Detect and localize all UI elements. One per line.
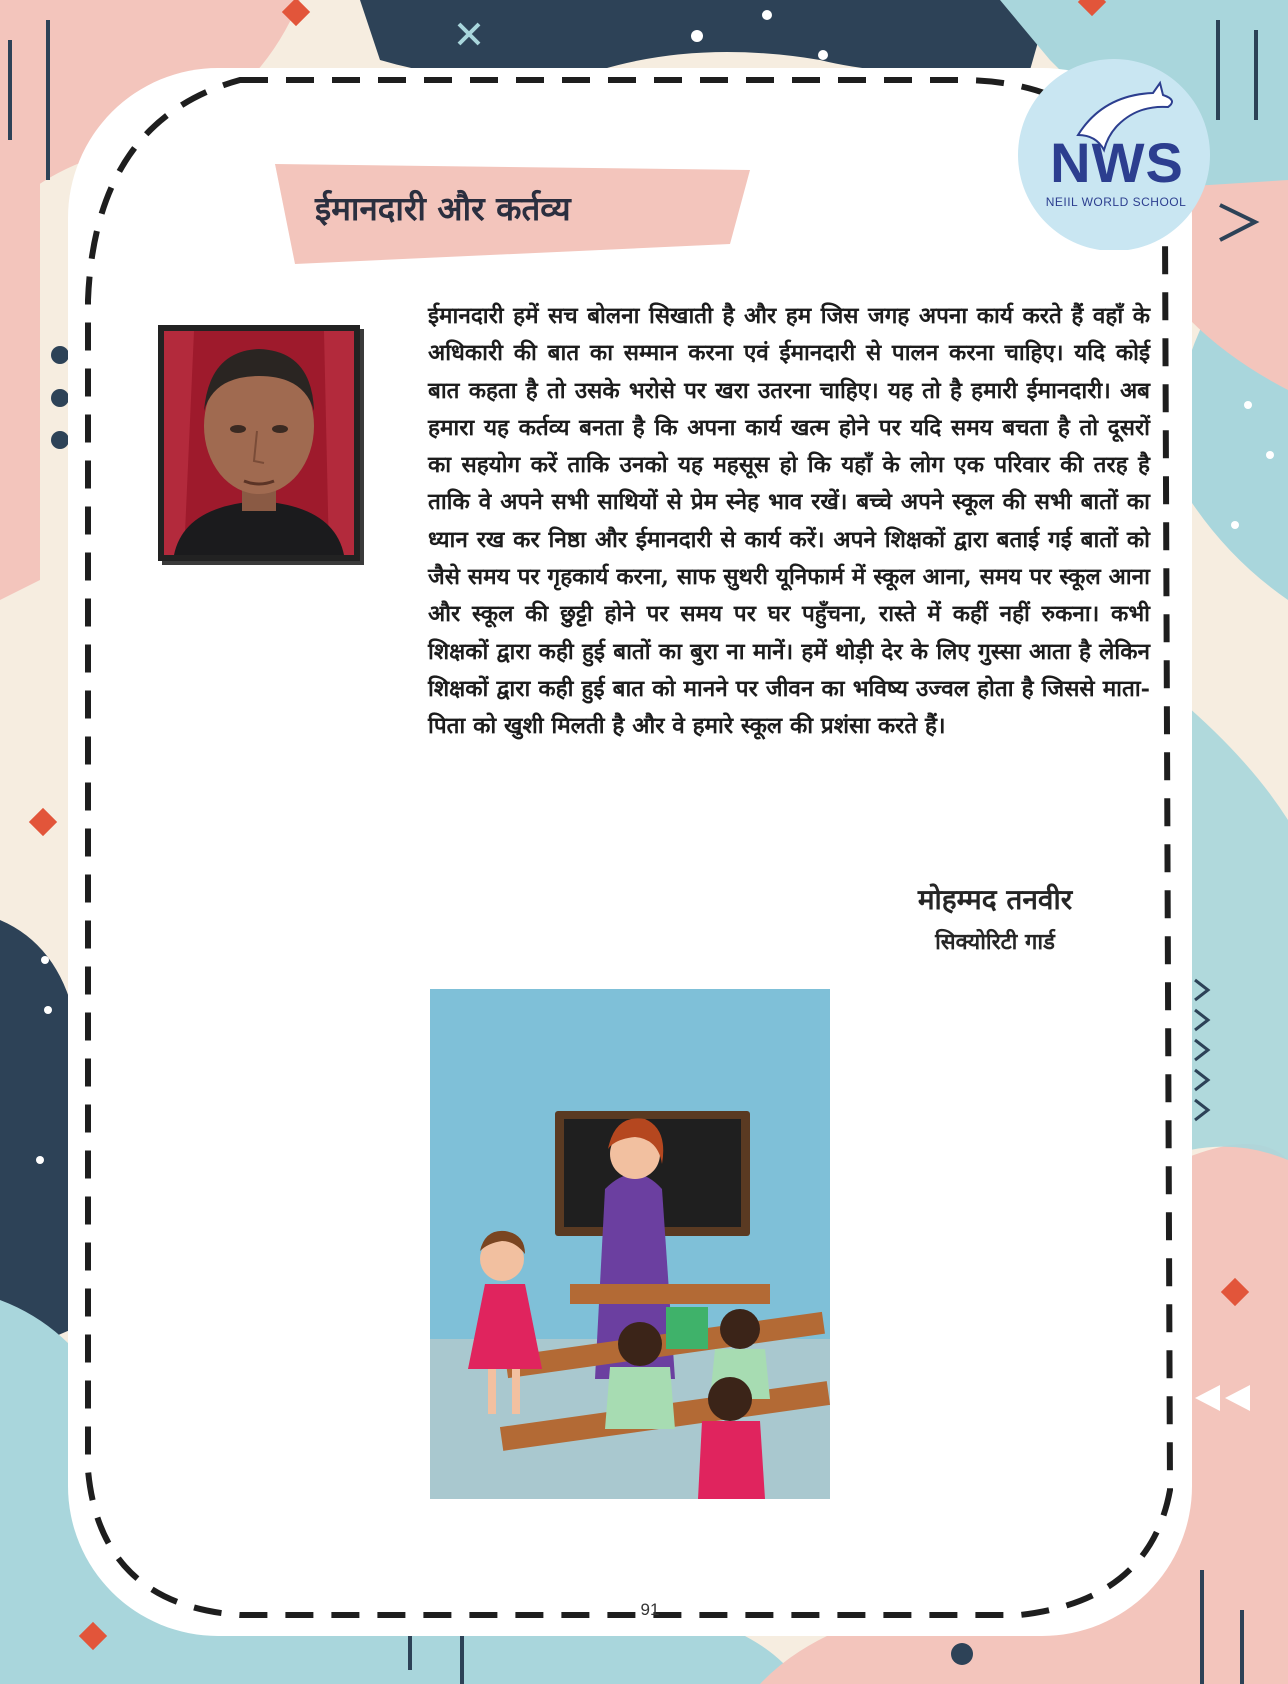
classroom-illustration (430, 989, 830, 1499)
page-number: 91 (640, 1600, 660, 1619)
author-photo (158, 325, 360, 561)
portrait-image (164, 331, 354, 555)
author-role: सिक्योरिटी गार्ड (935, 929, 1055, 955)
logo-text: NWS (1050, 131, 1184, 194)
author-name: मोहम्मद तनवीर (917, 883, 1073, 916)
logo-subtitle: NEIIL WORLD SCHOOL (1045, 195, 1187, 209)
page-title: ईमानदारी और कर्तव्य (315, 189, 571, 228)
article-body: ईमानदारी हमें सच बोलना सिखाती है और हम जिस जगह अपना कार्य करते हैं वहाँ के अधिकारी की बात का सम्मान करना एवं ईमानदारी से पालन करना चाहिए। यदि कोई बात कहता है तो उसके भरोसे पर खरा उतरना चाहिए। यह तो है हमारी ईमानदारी। अब हमारा यह कर्तव्य बनता है कि अपना कार्य खत्म होने पर यदि समय बचता है तो दूसरों का सहयोग करें ताकि उनको यह महसूस हो कि यहाँ के लोग एक परिवार की तरह है ताकि वे अपने सभी साथियों से प्रेम स्नेह भाव रखें। बच्चे अपने स्कूल की सभी बातों का ध्यान रख कर निष्ठा और ईमानदारी से कार्य करें। अपने शिक्षकों द्वारा बताई गई बातों को जैसे समय पर गृहकार्य करना, साफ सुथरी यूनिफार्म में स्कूल आना, समय पर स्कूल आना और स्कूल की छुट्टी होने पर समय पर घर पहुँचना, रास्ते में कहीं नहीं रुकना। कभी शिक्षकों द्वारा कही हुई बातों का बुरा ना मानें। हमें थोड़ी देर के लिए गुस्सा आता है लेकिन शिक्षकों द्वारा कही हुई बात को मानने पर जीवन का भविष्य उज्वल होता है जिससे माता-पिता को खुशी मिलती है और वे हमारे स्कूल की प्रशंसा करते हैं। (428, 303, 1150, 740)
